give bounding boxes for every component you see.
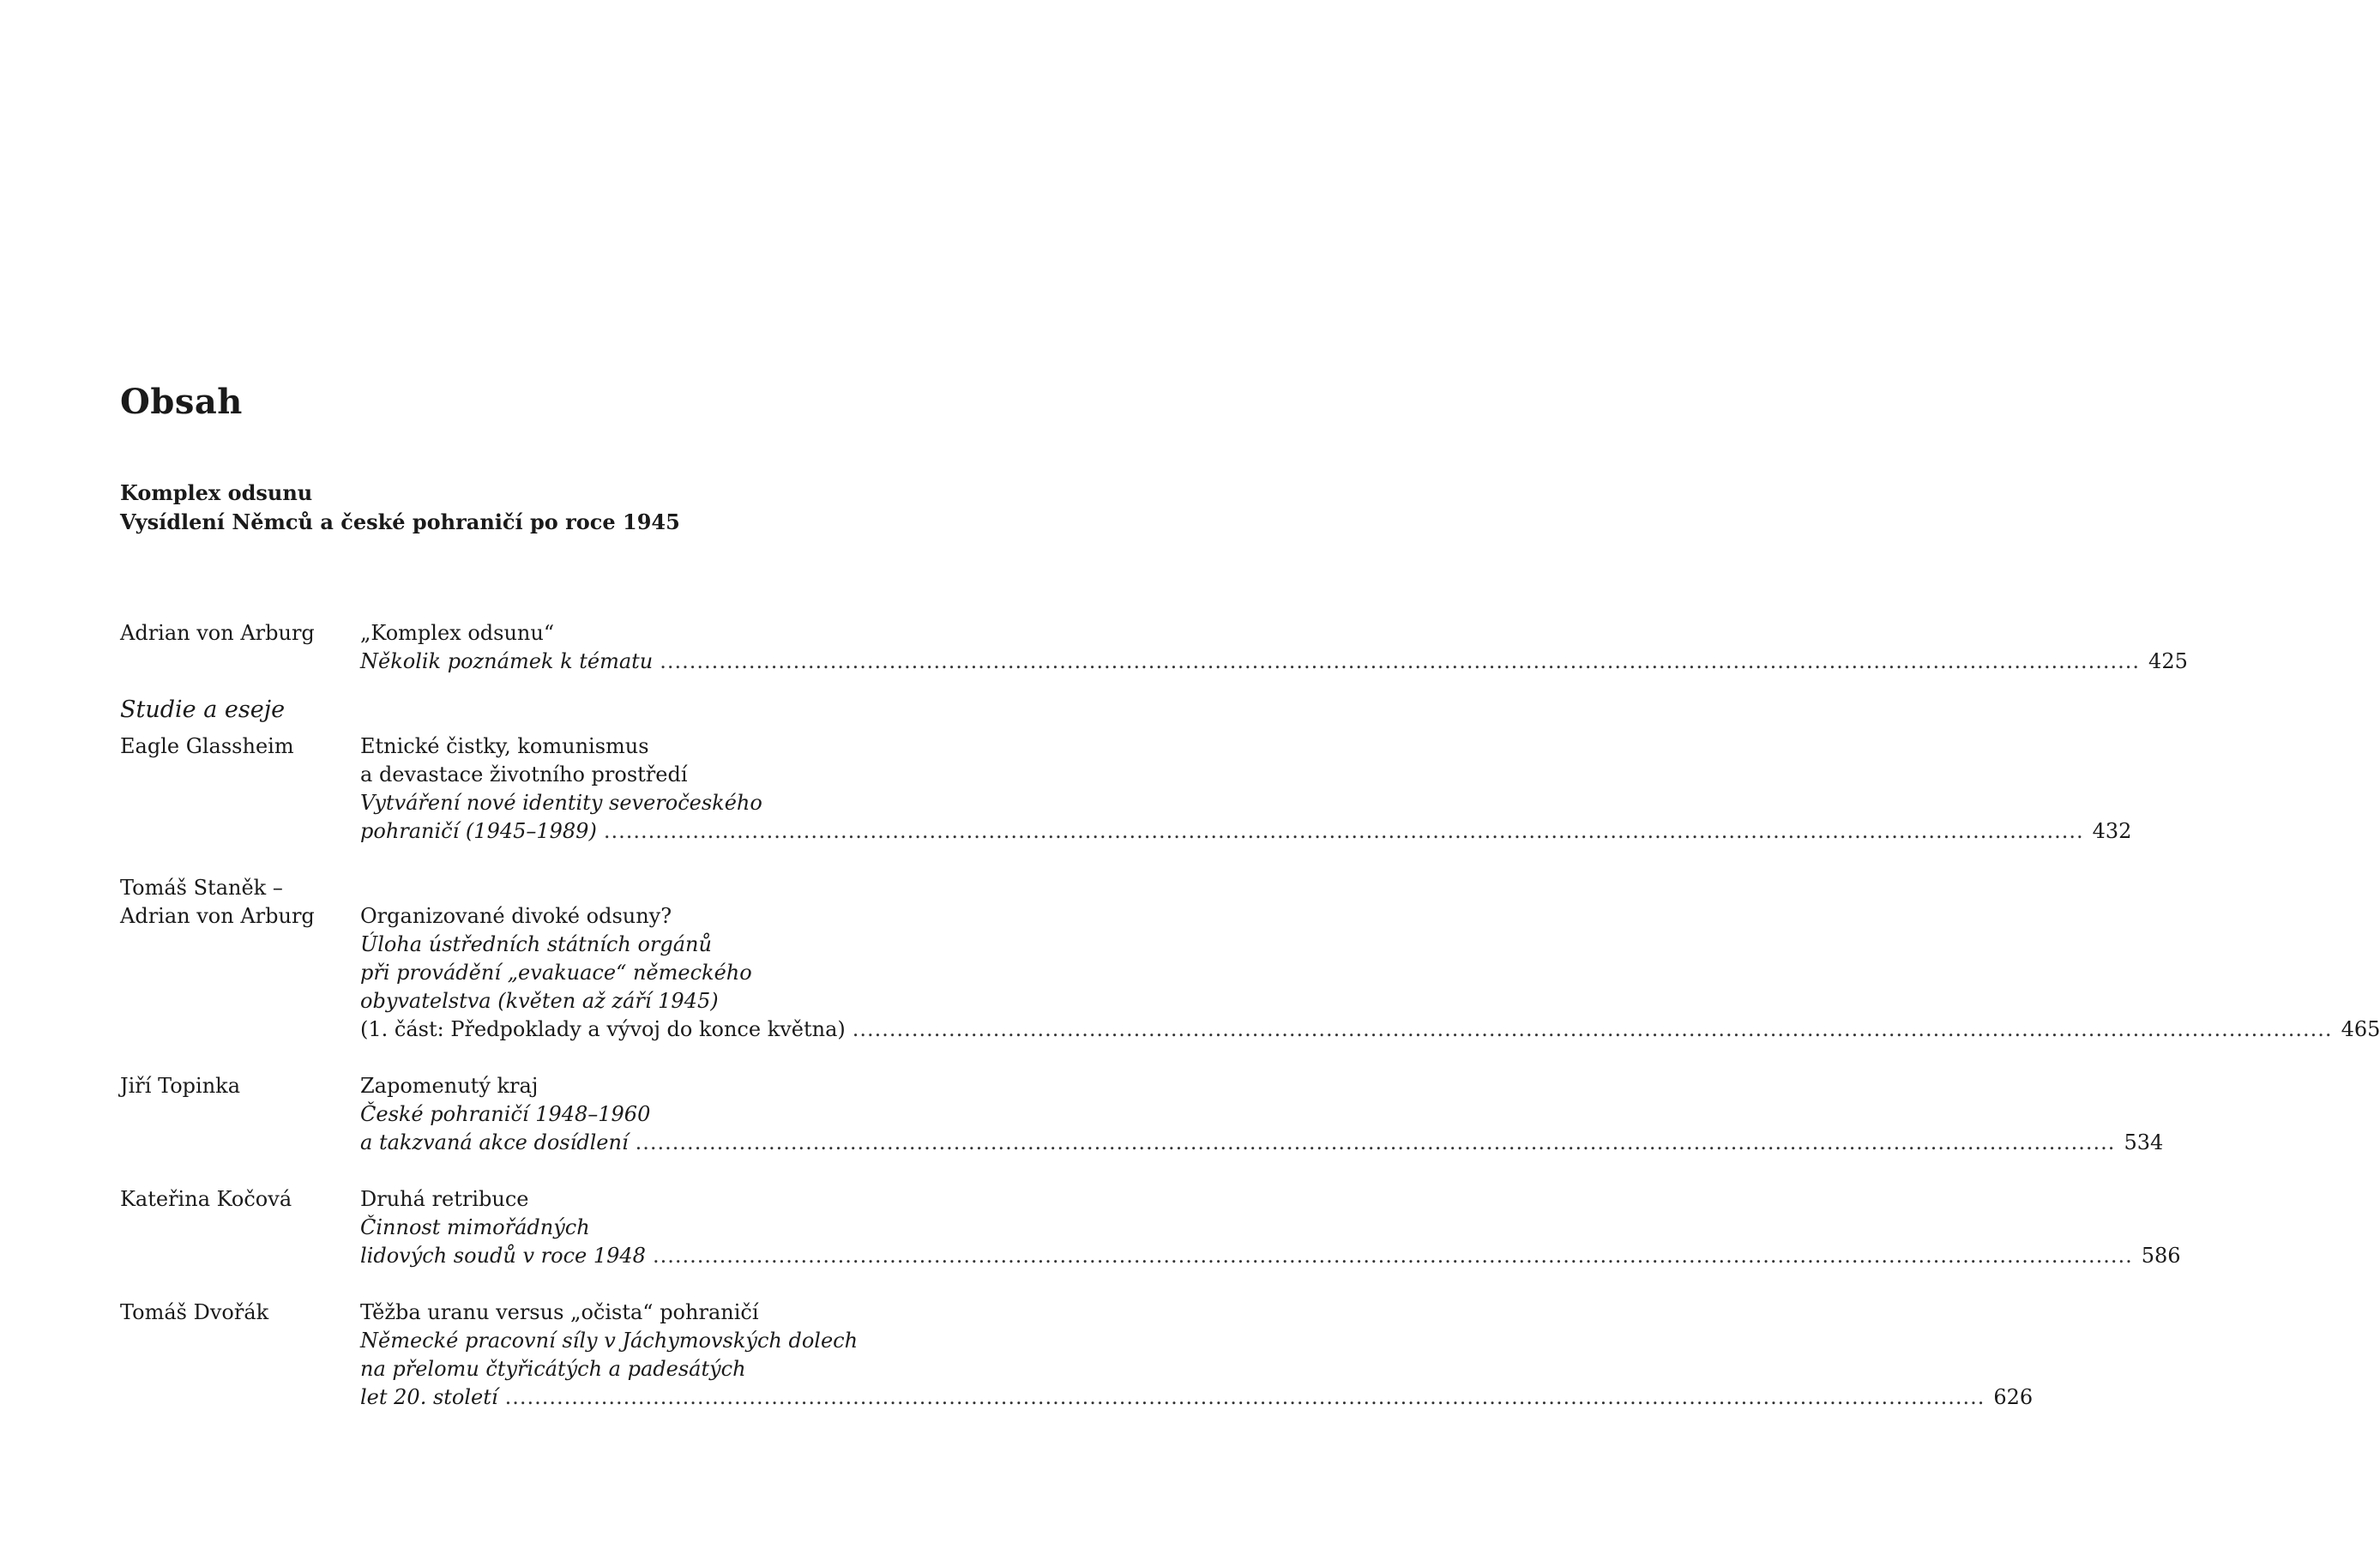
author-name: Adrian von Arburg (120, 904, 315, 928)
toc-entries (120, 732, 2380, 1412)
author-name: Tomáš Dvořák (120, 1300, 269, 1324)
toc-entry[interactable] (120, 1185, 2181, 1270)
entry-title-line: „Komplex odsunu“ (360, 621, 555, 645)
entry-line: na přelomu čtyřicátých a padesátých (360, 1357, 746, 1381)
toc-entry[interactable] (120, 1072, 2164, 1157)
entry-author (120, 1072, 352, 1100)
entry-line-text: let 20. století (360, 1385, 498, 1409)
entry-content (360, 1185, 2181, 1270)
entry-line: a devastace životního prostředí (360, 762, 688, 787)
toc-entry-intro[interactable] (120, 619, 2188, 676)
entry-line: Činnost mimořádných (360, 1215, 590, 1239)
page-number: 465 (2341, 1017, 2380, 1041)
entry-content (360, 1072, 2164, 1157)
entry-spacer (120, 1270, 922, 1299)
volume-subtitle: Vysídlení Němců a české pohraničí po roce 1945 (120, 509, 680, 534)
page-title: Obsah (120, 382, 243, 422)
entry-line: Etnické čistky, komunismus (360, 734, 649, 758)
entry-line: Německé pracovní síly v Jáchymovských dolech (360, 1329, 859, 1353)
entry-subtitle: Několik poznámek k tématu (360, 649, 654, 673)
author-name: Eagle Glassheim (120, 734, 294, 758)
line-spacer (360, 874, 922, 902)
entry-line: Organizované divoké odsuny? (360, 904, 672, 928)
entry-spacer (120, 1044, 922, 1072)
dot-leader: ........................................................................................................................................................................................................ (603, 819, 2084, 843)
author-name: Jiří Topinka (120, 1074, 241, 1098)
entry-line: Úloha ústředních státních orgánů (360, 932, 712, 956)
page-number: 586 (2141, 1244, 2181, 1268)
dot-leader: ........................................................................................................................................................................................................ (504, 1385, 1985, 1409)
volume-title: Komplex odsunu (120, 480, 313, 505)
entry-spacer (120, 1157, 922, 1185)
entry-last-line (360, 817, 2132, 846)
entry-last-line (360, 1242, 2181, 1270)
dot-leader: ........................................................................................................................................................................................................ (660, 649, 2141, 673)
entry-last-line (360, 648, 2188, 676)
entry-line: při provádění „evakuace“ německého (360, 961, 752, 985)
entry-last-line (360, 1383, 2034, 1412)
page-number: 432 (2092, 819, 2132, 843)
entry-content (360, 1299, 2034, 1412)
page-number: 626 (1993, 1385, 2034, 1409)
entry-line-text: lidových soudů v roce 1948 (360, 1244, 646, 1268)
entry-line-text: pohraničí (1945–1989) (360, 819, 597, 843)
entry-author (120, 874, 352, 931)
toc-entry[interactable] (120, 1299, 2034, 1412)
page-number: 534 (2124, 1130, 2164, 1154)
entry-line: obyvatelstva (květen až září 1945) (360, 989, 719, 1013)
entry-author (120, 1299, 352, 1327)
entry-last-line (360, 1016, 2380, 1044)
toc-entry[interactable] (120, 732, 2132, 846)
dot-leader: ........................................................................................................................................................................................................ (852, 1017, 2333, 1041)
entry-line: České pohraničí 1948–1960 (360, 1102, 651, 1126)
entry-author (120, 1185, 352, 1214)
entry-line: Těžba uranu versus „očista“ pohraničí (360, 1300, 759, 1324)
section-heading: Studie a eseje (120, 696, 286, 723)
entry-content (360, 619, 2188, 676)
entry-spacer (120, 846, 922, 874)
entry-author: Adrian von Arburg (120, 621, 315, 645)
volume-heading (120, 479, 680, 537)
dot-leader: ........................................................................................................................................................................................................ (652, 1244, 2133, 1268)
author-name: Kateřina Kočová (120, 1187, 292, 1211)
entry-content (360, 732, 2132, 846)
entry-line: Druhá retribuce (360, 1187, 529, 1211)
dot-leader: ........................................................................................................................................................................................................ (635, 1130, 2116, 1154)
entry-line: Zapomenutý kraj (360, 1074, 539, 1098)
entry-author (120, 732, 352, 761)
entry-last-line (360, 1129, 2164, 1157)
author-name: Tomáš Staněk – (120, 876, 283, 900)
toc-entry[interactable] (120, 874, 2380, 1044)
entry-line-text: (1. část: Předpoklady a vývoj do konce května) (360, 1017, 846, 1041)
entry-line-text: a takzvaná akce dosídlení (360, 1130, 629, 1154)
table-of-contents (120, 619, 2380, 1412)
entry-line: Vytváření nové identity severočeského (360, 791, 762, 815)
page-number: 425 (2148, 649, 2188, 673)
entry-content (360, 874, 2380, 1044)
